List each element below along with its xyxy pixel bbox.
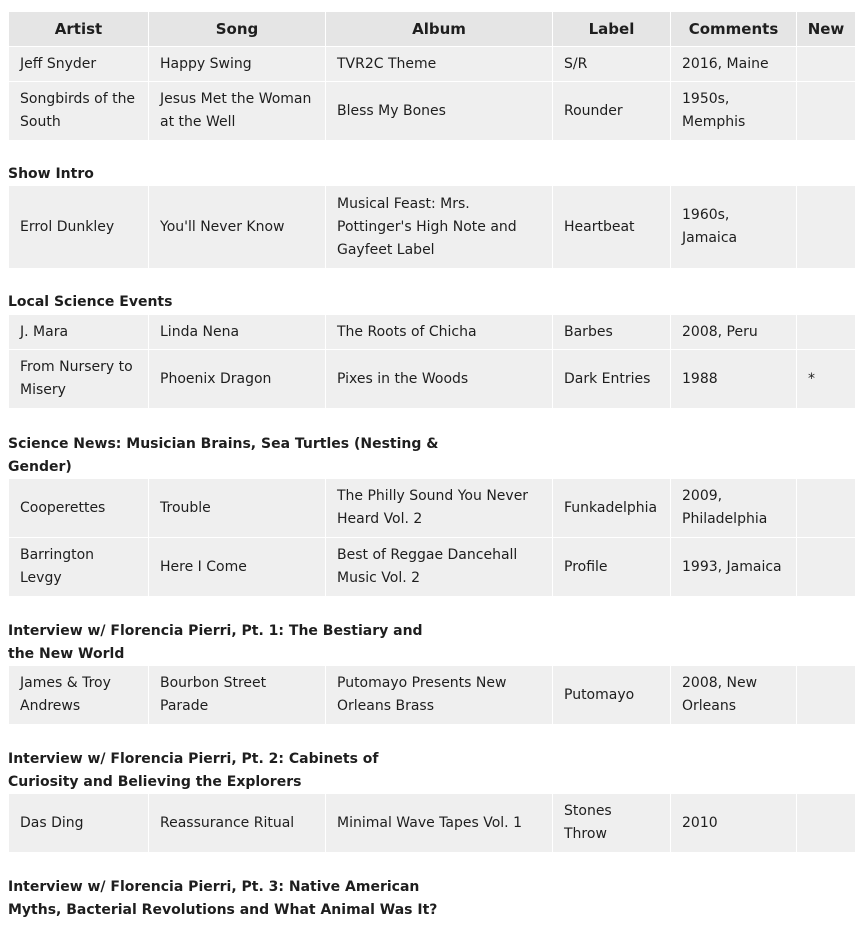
- playlist-table: [8, 665, 856, 725]
- cell-comments: 1988: [671, 350, 797, 409]
- playlist-table: [8, 478, 856, 597]
- cell-artist: Barrington Levgy: [9, 538, 149, 597]
- cell-album: TVR2C Theme: [326, 47, 553, 82]
- table-row: [9, 538, 856, 597]
- cell-album: Putomayo Presents New Orleans Brass: [326, 666, 553, 725]
- cell-album: Minimal Wave Tapes Vol. 1: [326, 794, 553, 853]
- cell-label: S/R: [553, 47, 671, 82]
- table-row: [9, 315, 856, 350]
- cell-artist: Jeff Snyder: [9, 47, 149, 82]
- cell-song: Jesus Met the Woman at the Well: [149, 82, 326, 141]
- playlist-table: [8, 314, 856, 409]
- cell-comments: 2008, New Orleans: [671, 666, 797, 725]
- cell-label: Profile: [553, 538, 671, 597]
- table-row: [9, 794, 856, 853]
- cell-comments: 2008, Peru: [671, 315, 797, 350]
- cell-new: [797, 794, 856, 853]
- cell-new: [797, 47, 856, 82]
- column-header-artist: Artist: [9, 12, 149, 47]
- cell-comments: 1950s, Memphis: [671, 82, 797, 141]
- column-header-label: Label: [553, 12, 671, 47]
- cell-song: Linda Nena: [149, 315, 326, 350]
- cell-artist: Errol Dunkley: [9, 186, 149, 269]
- cell-album: The Roots of Chicha: [326, 315, 553, 350]
- table-header-row: [9, 12, 856, 47]
- cell-song: Reassurance Ritual: [149, 794, 326, 853]
- cell-comments: 2010: [671, 794, 797, 853]
- cell-new: *: [797, 350, 856, 409]
- cell-album: Musical Feast: Mrs. Pottinger's High Note and Gayfeet Label: [326, 186, 553, 269]
- cell-artist: Cooperettes: [9, 479, 149, 538]
- cell-comments: 1993, Jamaica: [671, 538, 797, 597]
- cell-album: Bless My Bones: [326, 82, 553, 141]
- table-row: [9, 82, 856, 141]
- table-row: [9, 186, 856, 269]
- cell-label: Dark Entries: [553, 350, 671, 409]
- cell-label: Putomayo: [553, 666, 671, 725]
- cell-artist: J. Mara: [9, 315, 149, 350]
- cell-song: Trouble: [149, 479, 326, 538]
- section-heading: Local Science Events: [8, 294, 173, 310]
- cell-artist: Songbirds of the South: [9, 82, 149, 141]
- cell-comments: 1960s, Jamaica: [671, 186, 797, 269]
- cell-new: [797, 538, 856, 597]
- cell-song: Phoenix Dragon: [149, 350, 326, 409]
- cell-new: [797, 315, 856, 350]
- cell-label: Rounder: [553, 82, 671, 141]
- cell-song: Happy Swing: [149, 47, 326, 82]
- column-header-comments: Comments: [671, 12, 797, 47]
- cell-album: The Philly Sound You Never Heard Vol. 2: [326, 479, 553, 538]
- cell-label: Stones Throw: [553, 794, 671, 853]
- column-header-album: Album: [326, 12, 553, 47]
- cell-artist: From Nursery to Misery: [9, 350, 149, 409]
- section-heading: Science News: Musician Brains, Sea Turtles (Nesting & Gender): [8, 436, 439, 475]
- section-heading: Interview w/ Florencia Pierri, Pt. 2: Cabinets of Curiosity and Believing the Explorers: [8, 751, 379, 790]
- cell-song: Here I Come: [149, 538, 326, 597]
- cell-new: [797, 82, 856, 141]
- table-row: [9, 350, 856, 409]
- cell-label: Heartbeat: [553, 186, 671, 269]
- cell-new: [797, 186, 856, 269]
- cell-comments: 2009, Philadelphia: [671, 479, 797, 538]
- playlist-table: [8, 793, 856, 853]
- cell-comments: 2016, Maine: [671, 47, 797, 82]
- playlist-table: [8, 185, 856, 269]
- table-row: [9, 479, 856, 538]
- cell-label: Barbes: [553, 315, 671, 350]
- cell-album: Pixes in the Woods: [326, 350, 553, 409]
- cell-album: Best of Reggae Dancehall Music Vol. 2: [326, 538, 553, 597]
- cell-song: You'll Never Know: [149, 186, 326, 269]
- column-header-song: Song: [149, 12, 326, 47]
- cell-new: [797, 666, 856, 725]
- table-row: [9, 666, 856, 725]
- section-heading: Interview w/ Florencia Pierri, Pt. 1: The Bestiary and the New World: [8, 623, 423, 662]
- cell-artist: James & Troy Andrews: [9, 666, 149, 725]
- section-heading: Show Intro: [8, 166, 94, 182]
- cell-song: Bourbon Street Parade: [149, 666, 326, 725]
- cell-label: Funkadelphia: [553, 479, 671, 538]
- table-row: [9, 47, 856, 82]
- playlist-table: [8, 11, 856, 141]
- cell-artist: Das Ding: [9, 794, 149, 853]
- column-header-new: New: [797, 12, 856, 47]
- cell-new: [797, 479, 856, 538]
- section-heading: Interview w/ Florencia Pierri, Pt. 3: Native American Myths, Bacterial Revolutions and What Animal Was It?: [8, 879, 438, 918]
